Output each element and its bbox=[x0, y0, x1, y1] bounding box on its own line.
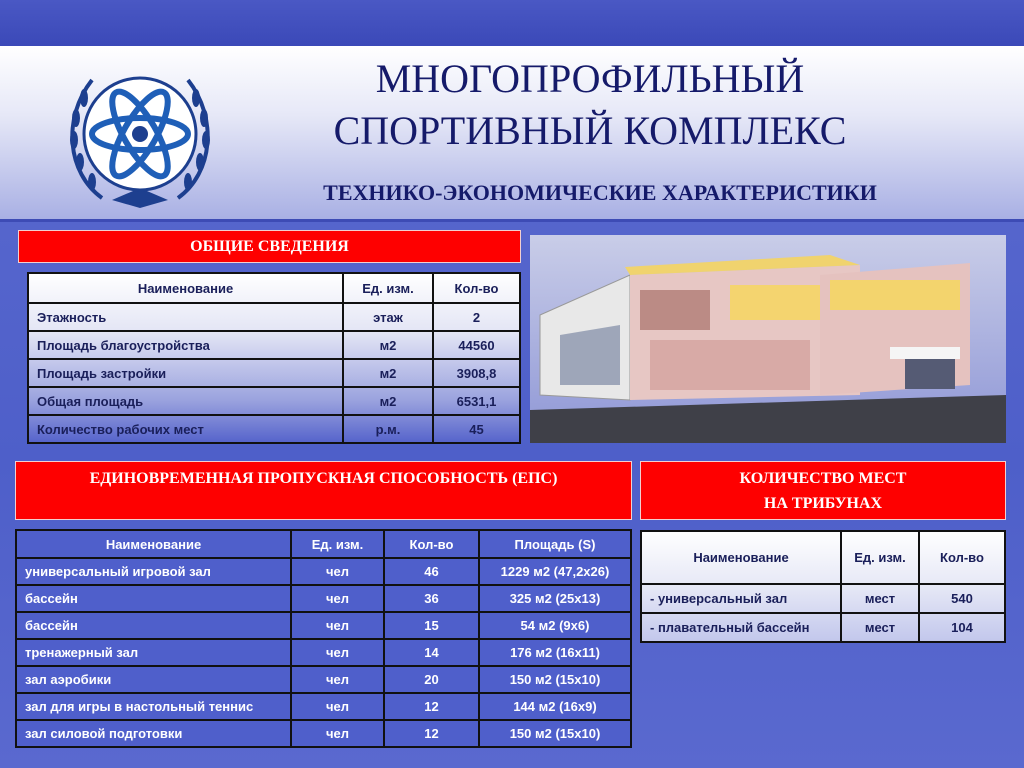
table-row bbox=[28, 387, 520, 415]
cell-unit: м2 bbox=[343, 387, 433, 415]
eps-table bbox=[15, 529, 632, 748]
cell-qty: 36 bbox=[384, 585, 479, 612]
top-bar bbox=[0, 0, 1024, 46]
emblem-logo-icon bbox=[62, 58, 218, 214]
cell-name: Количество рабочих мест bbox=[28, 415, 343, 443]
cell-qty: 46 bbox=[384, 558, 479, 585]
cell-name: тренажерный зал bbox=[16, 639, 291, 666]
cell-unit: мест bbox=[841, 584, 919, 613]
table-row bbox=[16, 720, 631, 747]
cell-qty: 12 bbox=[384, 720, 479, 747]
table-header-row bbox=[16, 530, 631, 558]
cell-unit: чел bbox=[291, 666, 384, 693]
cell-unit: чел bbox=[291, 720, 384, 747]
table-row bbox=[28, 303, 520, 331]
page-title-line1: МНОГОПРОФИЛЬНЫЙ bbox=[375, 56, 805, 101]
cell-unit: чел bbox=[291, 558, 384, 585]
cell-qty: 540 bbox=[919, 584, 1005, 613]
cell-name: универсальный игровой зал bbox=[16, 558, 291, 585]
cell-qty: 2 bbox=[433, 303, 520, 331]
cell-unit: чел bbox=[291, 612, 384, 639]
cell-name: Площадь застройки bbox=[28, 359, 343, 387]
table-row bbox=[16, 666, 631, 693]
column-header: Ед. изм. bbox=[841, 531, 919, 584]
cell-qty: 15 bbox=[384, 612, 479, 639]
cell-unit: м2 bbox=[343, 359, 433, 387]
page-title-line2: СПОРТИВНЫЙ КОМПЛЕКС bbox=[333, 108, 847, 153]
cell-area: 54 м2 (9x6) bbox=[479, 612, 631, 639]
cell-name: зал для игры в настольный теннис bbox=[16, 693, 291, 720]
seats-heading-line1: КОЛИЧЕСТВО МЕСТ bbox=[739, 470, 907, 487]
cell-name: - плавательный бассейн bbox=[641, 613, 841, 642]
cell-area: 144 м2 (16x9) bbox=[479, 693, 631, 720]
cell-name: зал силовой подготовки bbox=[16, 720, 291, 747]
column-header: Наименование bbox=[16, 530, 291, 558]
eps-heading: ЕДИНОВРЕМЕННАЯ ПРОПУСКНАЯ СПОСОБНОСТЬ (ЕПС) bbox=[15, 461, 632, 520]
cell-qty: 6531,1 bbox=[433, 387, 520, 415]
cell-area: 1229 м2 (47,2x26) bbox=[479, 558, 631, 585]
cell-name: зал аэробики bbox=[16, 666, 291, 693]
cell-name: Общая площадь bbox=[28, 387, 343, 415]
column-header: Площадь (S) bbox=[479, 530, 631, 558]
table-row bbox=[28, 331, 520, 359]
table-row bbox=[16, 612, 631, 639]
cell-unit: этаж bbox=[343, 303, 433, 331]
cell-qty: 3908,8 bbox=[433, 359, 520, 387]
cell-name: Этажность bbox=[28, 303, 343, 331]
column-header: Ед. изм. bbox=[343, 273, 433, 303]
cell-qty: 12 bbox=[384, 693, 479, 720]
general-table bbox=[27, 272, 521, 444]
table-row bbox=[16, 585, 631, 612]
table-row bbox=[28, 359, 520, 387]
table-row bbox=[641, 613, 1005, 642]
general-heading: ОБЩИЕ СВЕДЕНИЯ bbox=[18, 230, 521, 263]
cell-unit: р.м. bbox=[343, 415, 433, 443]
column-header: Кол-во bbox=[433, 273, 520, 303]
column-header: Ед. изм. bbox=[291, 530, 384, 558]
seats-heading bbox=[640, 461, 1006, 520]
cell-qty: 45 bbox=[433, 415, 520, 443]
cell-area: 176 м2 (16x11) bbox=[479, 639, 631, 666]
column-header: Кол-во bbox=[384, 530, 479, 558]
table-header-row bbox=[641, 531, 1005, 584]
table-row bbox=[641, 584, 1005, 613]
cell-unit: чел bbox=[291, 693, 384, 720]
cell-name: бассейн bbox=[16, 612, 291, 639]
table-row bbox=[16, 639, 631, 666]
cell-name: - универсальный зал bbox=[641, 584, 841, 613]
cell-unit: чел bbox=[291, 639, 384, 666]
seats-heading-line2: НА ТРИБУНАХ bbox=[763, 495, 883, 512]
cell-area: 325 м2 (25x13) bbox=[479, 585, 631, 612]
column-header: Наименование bbox=[641, 531, 841, 584]
table-row bbox=[16, 693, 631, 720]
cell-unit: чел bbox=[291, 585, 384, 612]
cell-qty: 104 bbox=[919, 613, 1005, 642]
page-subtitle: ТЕХНИКО-ЭКОНОМИЧЕСКИЕ ХАРАКТЕРИСТИКИ bbox=[323, 180, 877, 205]
cell-unit: м2 bbox=[343, 331, 433, 359]
cell-name: Площадь благоустройства bbox=[28, 331, 343, 359]
table-row bbox=[28, 415, 520, 443]
cell-qty: 14 bbox=[384, 639, 479, 666]
cell-name: бассейн bbox=[16, 585, 291, 612]
table-header-row bbox=[28, 273, 520, 303]
cell-qty: 20 bbox=[384, 666, 479, 693]
cell-qty: 44560 bbox=[433, 331, 520, 359]
cell-area: 150 м2 (15x10) bbox=[479, 720, 631, 747]
seats-table bbox=[640, 530, 1006, 643]
table-row bbox=[16, 558, 631, 585]
column-header: Наименование bbox=[28, 273, 343, 303]
cell-unit: мест bbox=[841, 613, 919, 642]
column-header: Кол-во bbox=[919, 531, 1005, 584]
cell-area: 150 м2 (15x10) bbox=[479, 666, 631, 693]
building-rendering-image bbox=[530, 235, 1006, 443]
